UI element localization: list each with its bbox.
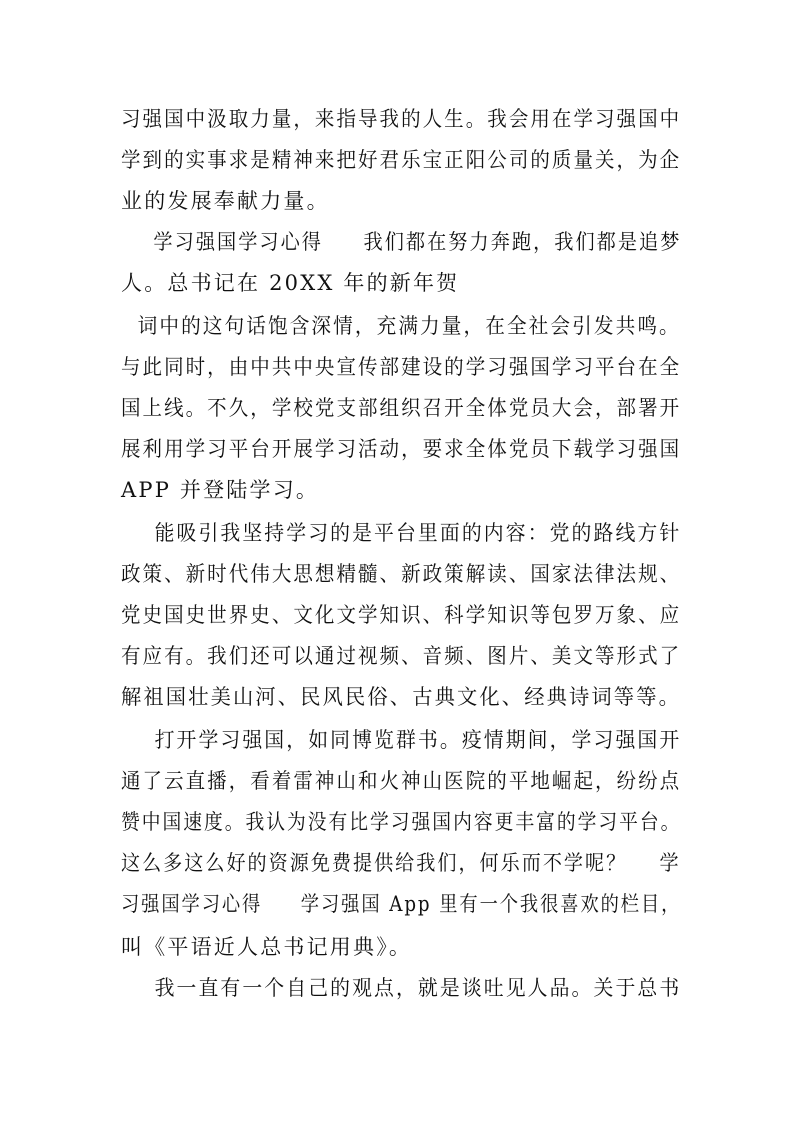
text-line: 政策、新时代伟大思想精髓、新政策解读、国家法律法规、 (121, 562, 682, 586)
text-line: 人。总书记在 20XX 年的新年贺 (121, 271, 460, 295)
text-line: 打开学习强国，如同博览群书。疫情期间，学习强国开 (121, 728, 682, 752)
text-line: 词中的这句话饱含深情，充满力量，在全社会引发共鸣。 (121, 314, 681, 338)
text-line: 业的发展奉献力量。 (121, 189, 330, 213)
text-line: 能吸引我坚持学习的是平台里面的内容：党的路线方针 (121, 521, 682, 545)
text-line: 这么多这么好的资源免费提供给我们，何乐而不学呢？ 学 (121, 851, 681, 875)
text-line: 我一直有一个自己的观点，就是谈吐见人品。关于总书 (121, 976, 682, 1000)
text-line: 党史国史世界史、文化文学知识、科学知识等包罗万象、应 (121, 603, 682, 627)
text-line: 解祖国壮美山河、民风民俗、古典文化、经典诗词等等。 (121, 685, 681, 709)
text-line: 有应有。我们还可以通过视频、音频、图片、美文等形式了 (121, 644, 682, 668)
text-line: 赞中国速度。我认为没有比学习强国内容更丰富的学习平台。 (121, 810, 682, 834)
text-line: 习强国中汲取力量，来指导我的人生。我会用在学习强国中 (121, 107, 682, 131)
text-line: 展利用学习平台开展学习活动，要求全体党员下载学习强国 (121, 437, 682, 461)
text-line: 国上线。不久，学校党支部组织召开全体党员大会，部署开 (121, 396, 682, 420)
text-line: APP 并登陆学习。 (121, 478, 320, 502)
text-line: 叫《平语近人总书记用典》。 (121, 935, 413, 959)
text-line: 习强国学习心得 学习强国 App 里有一个我很喜欢的栏目， (121, 892, 682, 916)
text-line: 学习强国学习心得 我们都在努力奔跑，我们都是追梦 (121, 230, 682, 254)
text-line: 学到的实事求是精神来把好君乐宝正阳公司的质量关，为企 (121, 148, 682, 172)
text-line: 通了云直播，看着雷神山和火神山医院的平地崛起，纷纷点 (121, 769, 682, 793)
text-line: 与此同时，由中共中央宣传部建设的学习强国学习平台在全 (121, 355, 682, 379)
